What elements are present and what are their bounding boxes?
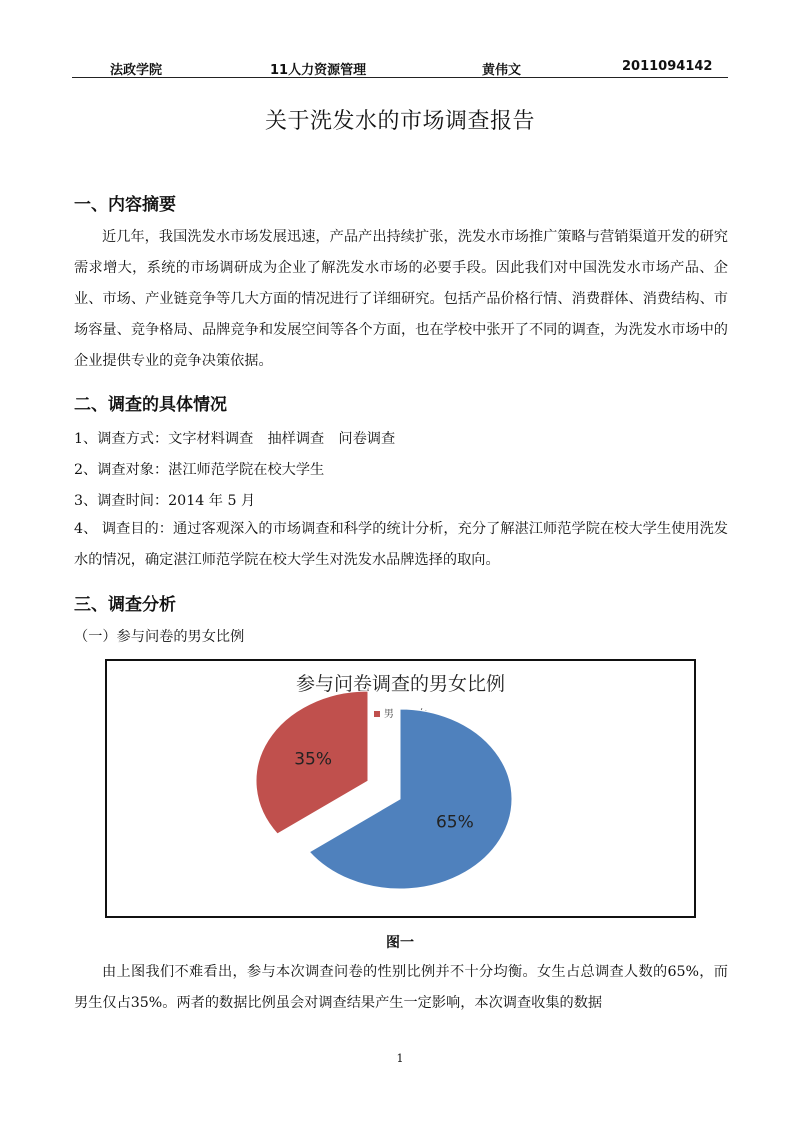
pie-chart-svg	[107, 661, 694, 916]
detail-item-purpose: 4、 调查目的：通过客观深入的市场调查和科学的统计分析，充分了解湛江师范学院在校大学生使用洗发水的情况，确定湛江师范学院在校大学生对洗发水品牌选择的取向。	[74, 521, 728, 568]
header-major: 11人力资源管理	[270, 63, 367, 78]
detail-item-subject: 2、调查对象：湛江师范学院在校大学生	[74, 462, 325, 478]
section-heading-summary: 一、内容摘要	[74, 195, 176, 215]
page-number: 1	[396, 1052, 404, 1065]
chart-title: 参与问卷调查的男女比例	[295, 673, 505, 695]
pie-chart	[105, 659, 696, 918]
detail-item-time: 3、调查时间：2014 年 5 月	[74, 493, 256, 509]
legend-label-male: 男	[383, 709, 394, 720]
detail-item-method: 1、调查方式：文字材料调查 抽样调查 问卷调查	[74, 431, 396, 447]
document-title: 关于洗发水的市场调查报告	[264, 109, 535, 134]
pie-label-male: 35%	[294, 749, 333, 770]
subsection-heading-gender: （一）参与问卷的男女比例	[74, 629, 245, 645]
summary-paragraph: 近几年，我国洗发水市场发展迅速，产品产出持续扩张，洗发水市场推广策略与营销渠道开发的研究需求增大，系统的市场调研成为企业了解洗发水市场的必要手段。因此我们对中国洗发水市场产品、企业、市场、产业链竞争等几大方面的情况进行了详细研究。包括产品价格行情、消费群体、消费结构、市场容量、竞争格局、品牌竞争和发展空间等各个方面，也在学校中张开了不同的调查，为洗发水市场中的企业提供专业的竞争决策依据。	[74, 229, 728, 369]
header-author-name: 黄伟文	[482, 63, 522, 78]
section-heading-analysis: 三、调查分析	[74, 595, 176, 615]
pie-label-female: 65%	[435, 812, 474, 833]
section-heading-details: 二、调查的具体情况	[74, 395, 227, 415]
analysis-paragraph: 由上图我们不难看出，参与本次调查问卷的性别比例并不十分均衡。女生占总调查人数的65%，而男生仅占35%。两者的数据比例虽会对调查结果产生一定影响，本次调查收集的数据	[74, 964, 728, 1011]
page-header	[72, 56, 728, 78]
header-student-id: 2011094142	[622, 59, 713, 74]
figure-caption: 图一	[386, 935, 414, 951]
header-college: 法政学院	[110, 63, 163, 78]
